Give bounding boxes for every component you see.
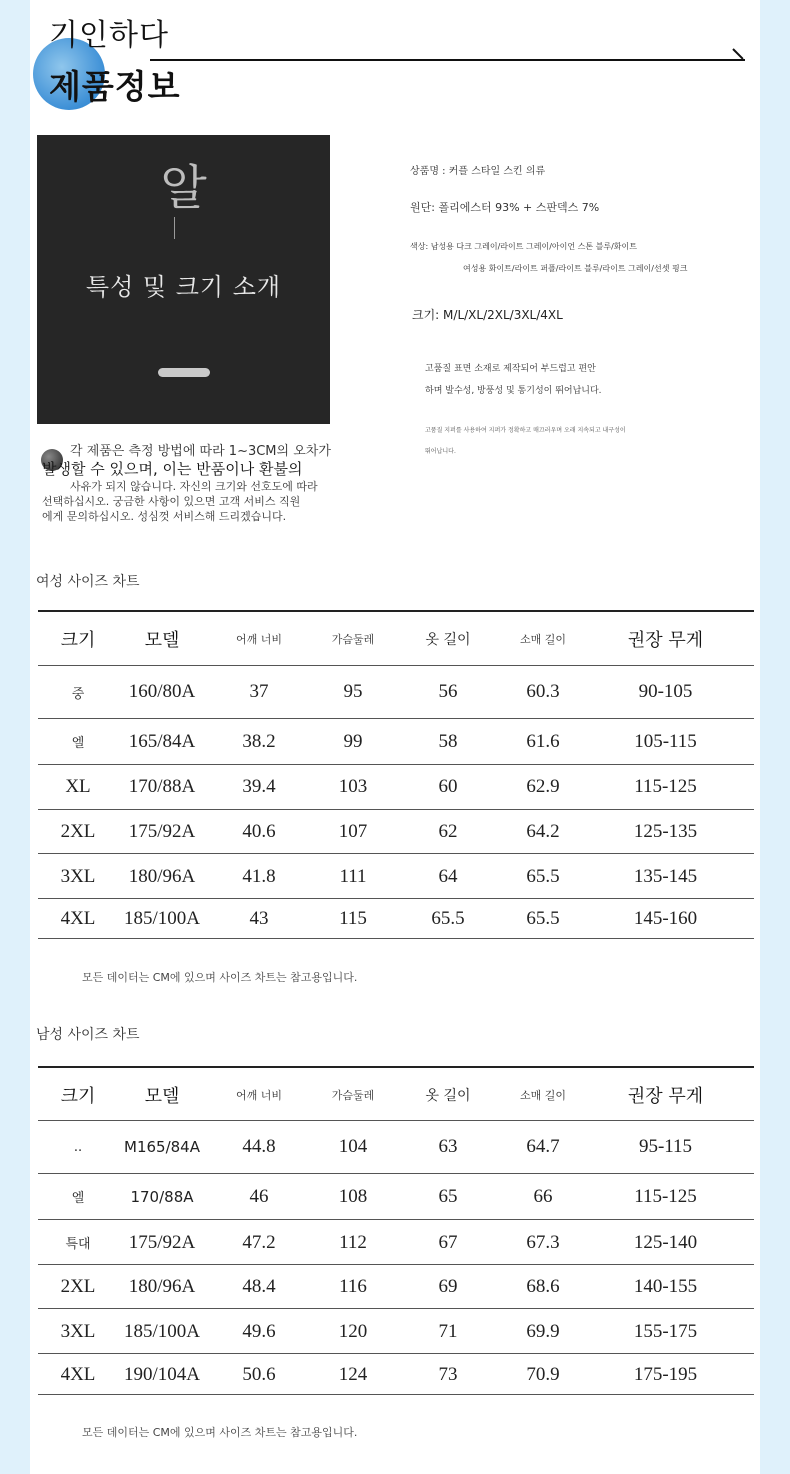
spec-desc: 고품질 표면 소재로 제작되어 부드럽고 편안 [425, 364, 596, 374]
intro-divider [174, 217, 175, 239]
table-cell: 95-115 [638, 1136, 693, 1157]
table-cell: 66 [533, 1185, 553, 1207]
spec-sizes: 크기: M/L/XL/2XL/3XL/4XL [412, 308, 563, 322]
table-cell: 155-175 [633, 1320, 698, 1342]
women-footnote: 모든 데이터는 CM에 있으며 사이즈 차트는 참고용입니다. [82, 971, 358, 984]
table-cell: 61.6 [526, 730, 560, 752]
table-cell: 40.6 [242, 821, 276, 842]
table-cell: 185/100A [124, 1320, 200, 1342]
table-header-row [38, 1068, 754, 1121]
spec-colors-women: 여성용 화이트/라이트 퍼플/라이트 블루/라이트 그레이/선셋 핑크 [463, 264, 688, 273]
men-size-table [38, 1066, 754, 1396]
table-cell: 엘 [71, 736, 85, 751]
header-cell: 크기 [60, 630, 96, 651]
table-cell: 60 [438, 776, 458, 797]
table-cell: 특대 [65, 1237, 91, 1252]
header-cell: 소매 길이 [519, 1088, 566, 1102]
header-cell: 모델 [144, 630, 180, 651]
spec-desc: 하며 발수성, 방풍성 및 통기성이 뛰어납니다. [425, 386, 602, 396]
table-cell: 4XL [60, 908, 96, 929]
table-cell: 120 [338, 1320, 368, 1342]
table-cell: 135-145 [633, 865, 698, 887]
table-cell: 37 [249, 681, 269, 702]
spec-product-name: 상품명 : 커플 스타일 스킨 의류 [410, 166, 546, 177]
table-cell: 38.2 [242, 730, 276, 752]
table-cell: .. [73, 1139, 83, 1155]
table-cell: 64 [438, 865, 458, 887]
table-cell: 140-155 [633, 1276, 698, 1297]
size-notice [42, 444, 332, 524]
table-cell: 175-195 [633, 1363, 698, 1385]
table-cell: 50.6 [242, 1363, 276, 1385]
table-cell: 2XL [60, 1276, 96, 1297]
table-cell: 175/92A [128, 1231, 196, 1253]
table-cell: 3XL [60, 1320, 96, 1342]
table-cell: 115 [339, 908, 367, 929]
header-cell: 가슴둘레 [331, 1088, 375, 1102]
table-cell: 145-160 [633, 908, 698, 929]
intro-subtitle: 특성 및 크기 소개 [85, 273, 282, 301]
table-cell: 68.6 [526, 1276, 560, 1297]
header-cell: 옷 길이 [425, 1087, 471, 1104]
table-cell: 185/100A [124, 908, 200, 929]
table-cell: 69 [438, 1276, 458, 1297]
header-cell: 권장 무게 [627, 630, 704, 651]
table-cell: 중 [71, 686, 85, 702]
women-chart-title: 여성 사이즈 차트 [36, 574, 140, 590]
table-cell: 46 [249, 1185, 269, 1207]
table-cell: 125-135 [633, 821, 698, 842]
table-row [38, 854, 754, 899]
notice-line: 사유가 되지 않습니다. 자신의 크기와 선호도에 따라 [70, 480, 318, 493]
table-cell: 4XL [60, 1363, 96, 1385]
table-cell: 39.4 [242, 776, 276, 797]
table-cell: 170/88A [128, 776, 196, 797]
notice-line: 발생할 수 있으며, 이는 반품이나 환불의 [42, 460, 303, 478]
header-cell: 가슴둘레 [331, 633, 375, 646]
table-cell: 103 [338, 776, 368, 797]
spec-colors-men: 색상: 남성용 다크 그레이/라이트 그레이/아이언 스톤 블루/화이트 [410, 242, 637, 251]
table-cell: 67.3 [526, 1231, 560, 1253]
table-header-row [38, 612, 754, 666]
notice-line: 각 제품은 측정 방법에 따라 1~3CM의 오차가 [70, 444, 331, 459]
table-row [38, 810, 754, 854]
table-cell: 125-140 [633, 1231, 698, 1253]
table-cell: 43 [249, 908, 269, 929]
notice-line: 선택하십시오. 궁금한 사항이 있으면 고객 서비스 직원 [42, 495, 301, 508]
table-cell: 170/88A [130, 1187, 194, 1206]
men-footnote: 모든 데이터는 CM에 있으며 사이즈 차트는 참고용입니다. [82, 1426, 358, 1439]
spec-desc: 고품질 지퍼를 사용하여 지퍼가 정확하고 매끄러우며 오래 지속되고 내구성이 [425, 427, 626, 434]
table-row [38, 899, 754, 939]
women-size-table [38, 610, 754, 940]
table-row [38, 1174, 754, 1219]
table-cell: 65.5 [526, 908, 560, 929]
header-cell: 어깨 너비 [235, 1088, 282, 1102]
table-cell: 65 [438, 1185, 458, 1207]
table-cell: 165/84A [128, 730, 196, 752]
notice-line: 에게 문의하십시오. 성심껏 서비스해 드리겠습니다. [42, 510, 287, 523]
table-cell: 115-125 [634, 776, 697, 797]
header-cell: 크기 [60, 1085, 96, 1107]
table-cell: 175/92A [128, 821, 196, 842]
table-row [38, 765, 754, 809]
table-cell: 90-105 [638, 681, 693, 702]
table-row [38, 1265, 754, 1309]
table-cell: 65.5 [526, 865, 560, 887]
table-row [38, 1309, 754, 1354]
table-cell: 엘 [71, 1191, 85, 1206]
table-cell: 41.8 [242, 865, 276, 887]
table-cell: 160/80A [128, 681, 196, 702]
table-row [38, 666, 754, 718]
table-cell: 47.2 [242, 1231, 276, 1253]
spec-desc: 뛰어납니다. [425, 448, 456, 455]
table-cell: 56 [438, 681, 458, 702]
table-cell: 112 [339, 1231, 367, 1253]
table-cell: 69.9 [526, 1320, 560, 1342]
table-cell: 67 [438, 1231, 458, 1253]
table-cell: 62.9 [526, 776, 560, 797]
table-cell: 65.5 [431, 908, 465, 929]
table-cell: 104 [338, 1136, 368, 1157]
table-cell: 105-115 [634, 730, 697, 752]
header-cell: 권장 무게 [627, 1085, 704, 1107]
header-cell: 어깨 너비 [235, 633, 282, 646]
table-cell: 64.7 [526, 1136, 560, 1157]
header-cell: 모델 [144, 1085, 180, 1107]
table-cell: 107 [338, 821, 368, 842]
table-cell: 64.2 [526, 821, 560, 842]
page-title: 제품정보 [49, 67, 181, 106]
intro-banner [37, 135, 330, 424]
table-cell: 124 [338, 1363, 368, 1385]
spec-fabric: 원단: 폴리에스터 93% + 스판덱스 7% [410, 201, 600, 214]
table-cell: 73 [438, 1363, 458, 1385]
table-cell: 99 [343, 730, 363, 752]
men-chart-title: 남성 사이즈 차트 [36, 1027, 140, 1043]
table-cell: 108 [338, 1185, 368, 1207]
header-cell: 소매 길이 [519, 633, 566, 646]
intro-pill-decoration [158, 368, 210, 377]
table-cell: 115-125 [634, 1185, 697, 1207]
table-cell: 190/104A [124, 1363, 200, 1385]
table-rule [38, 938, 754, 939]
table-cell: 3XL [60, 865, 96, 887]
table-cell: 180/96A [128, 865, 196, 887]
table-cell: 70.9 [526, 1363, 560, 1385]
table-cell: 116 [339, 1276, 367, 1297]
table-cell: 48.4 [242, 1276, 276, 1297]
table-cell: 62 [438, 821, 458, 842]
table-row [38, 719, 754, 764]
table-cell: 60.3 [526, 681, 560, 702]
table-cell: 111 [339, 865, 367, 887]
brand-name: 기인하다 [49, 18, 169, 53]
table-cell: 49.6 [242, 1320, 276, 1342]
table-cell: 180/96A [128, 1276, 196, 1297]
table-cell: 95 [343, 681, 363, 702]
table-cell: 71 [438, 1320, 458, 1342]
header-cell: 옷 길이 [425, 632, 471, 648]
table-cell: 63 [438, 1136, 458, 1157]
table-row [38, 1354, 754, 1395]
table-cell: XL [65, 776, 91, 797]
header-divider [150, 59, 745, 61]
table-row [38, 1121, 754, 1173]
table-cell: 44.8 [242, 1136, 276, 1157]
table-cell: 58 [438, 730, 458, 752]
table-row [38, 1220, 754, 1265]
intro-big-char: 알 [160, 160, 207, 216]
table-rule [38, 1394, 754, 1395]
table-cell: M165/84A [124, 1138, 200, 1156]
table-cell: 2XL [60, 821, 96, 842]
